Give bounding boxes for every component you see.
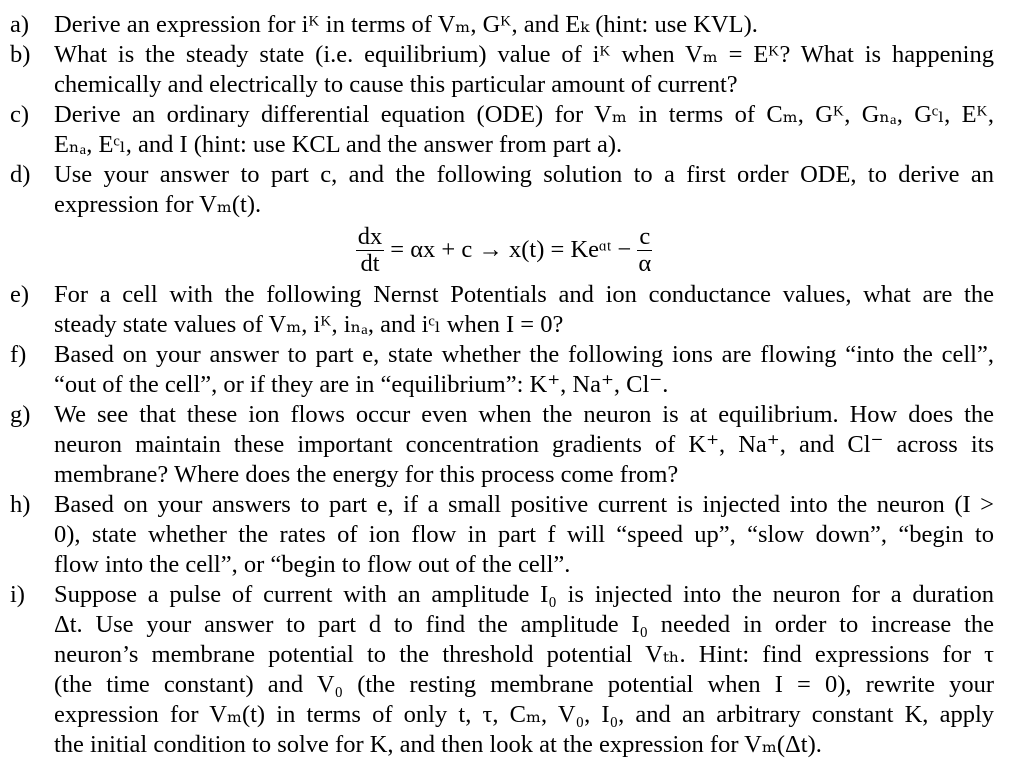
question-b: [10, 40, 994, 100]
question-line: 0), state whether the rates of ion flow in part f will “speed up”, “slow down”, “begin to: [54, 521, 994, 548]
fraction-denominator: α: [638, 249, 652, 277]
question-text: [54, 490, 994, 580]
question-line: expression for Vₘ(t) in terms of only t, τ, Cₘ, V₀, I₀, and an arbitrary constant K, apply: [54, 701, 994, 728]
equation-fraction-c-alpha: [637, 224, 652, 277]
question-d: [10, 160, 994, 280]
fraction-denominator: dt: [360, 249, 380, 277]
question-text: [54, 10, 994, 40]
equation-middle: = αx + c → x(t) = Keᵅᵗ −: [390, 236, 632, 263]
fraction-numerator: c: [639, 222, 651, 250]
question-line: the initial condition to solve for K, and then look at the expression for Vₘ(Δt).: [54, 731, 822, 758]
question-line: For a cell with the following Nernst Potentials and ion conductance values, what are the: [54, 281, 994, 308]
question-g: [10, 400, 994, 490]
question-line: expression for Vₘ(t).: [54, 191, 262, 218]
question-a: [10, 10, 994, 40]
question-marker: a): [10, 11, 30, 38]
question-text: [54, 160, 994, 280]
question-line: Derive an expression for iᴷ in terms of Vₘ, Gᴷ, and Eₖ (hint: use KVL).: [54, 11, 758, 38]
question-h: [10, 490, 994, 580]
question-line: What is the steady state (i.e. equilibrium) value of iᴷ when Vₘ = Eᴷ? What is happening: [54, 41, 994, 68]
question-line: neuron maintain these important concentration gradients of K⁺, Na⁺, and Cl⁻ across its: [54, 431, 994, 458]
question-text: [54, 280, 994, 340]
equation-fraction-dxdt: [356, 224, 385, 277]
question-marker: e): [10, 281, 30, 308]
question-line: We see that these ion flows occur even when the neuron is at equilibrium. How does the: [54, 401, 994, 428]
question-line: Based on your answers to part e, if a small positive current is injected into the neuron (I >: [54, 491, 994, 518]
question-line: Based on your answer to part e, state whether the following ions are flowing “into the cell”,: [54, 341, 994, 368]
question-marker: i): [10, 581, 25, 608]
question-f: [10, 340, 994, 400]
question-line: flow into the cell”, or “begin to flow out of the cell”.: [54, 551, 571, 578]
question-line: Eₙₐ, Eᶜₗ, and I (hint: use KCL and the answer from part a).: [54, 131, 623, 158]
question-i: [10, 580, 994, 760]
question-text: [54, 340, 994, 400]
question-line: Derive an ordinary differential equation (ODE) for Vₘ in terms of Cₘ, Gᴷ, Gₙₐ, Gᶜₗ, Eᴷ,: [54, 101, 994, 128]
question-c: [10, 100, 994, 160]
question-text: [54, 40, 994, 100]
question-line: Δt. Use your answer to part d to find the amplitude I₀ needed in order to increase the: [54, 611, 994, 638]
ode-solution-equation: [54, 220, 994, 280]
question-marker: d): [10, 161, 31, 188]
question-line: Use your answer to part c, and the following solution to a first order ODE, to derive an: [54, 161, 994, 188]
question-line: “out of the cell”, or if they are in “equilibrium”: K⁺, Na⁺, Cl⁻.: [54, 371, 669, 398]
question-marker: f): [10, 341, 27, 368]
question-line: (the time constant) and V₀ (the resting membrane potential when I = 0), rewrite your: [54, 671, 994, 698]
question-line: steady state values of Vₘ, iᴷ, iₙₐ, and iᶜₗ when I = 0?: [54, 311, 564, 338]
question-text: [54, 400, 994, 490]
question-marker: b): [10, 41, 31, 68]
question-line: membrane? Where does the energy for this process come from?: [54, 461, 679, 488]
question-text: [54, 580, 994, 760]
fraction-numerator: dx: [357, 222, 383, 250]
question-text: [54, 100, 994, 160]
question-line: Suppose a pulse of current with an amplitude I₀ is injected into the neuron for a duration: [54, 581, 994, 608]
question-marker: h): [10, 491, 31, 518]
question-marker: g): [10, 401, 31, 428]
question-line: neuron’s membrane potential to the threshold potential Vₜₕ. Hint: find expressions for τ: [54, 641, 994, 668]
question-line: chemically and electrically to cause this particular amount of current?: [54, 71, 738, 98]
question-e: [10, 280, 994, 340]
question-marker: c): [10, 101, 30, 128]
